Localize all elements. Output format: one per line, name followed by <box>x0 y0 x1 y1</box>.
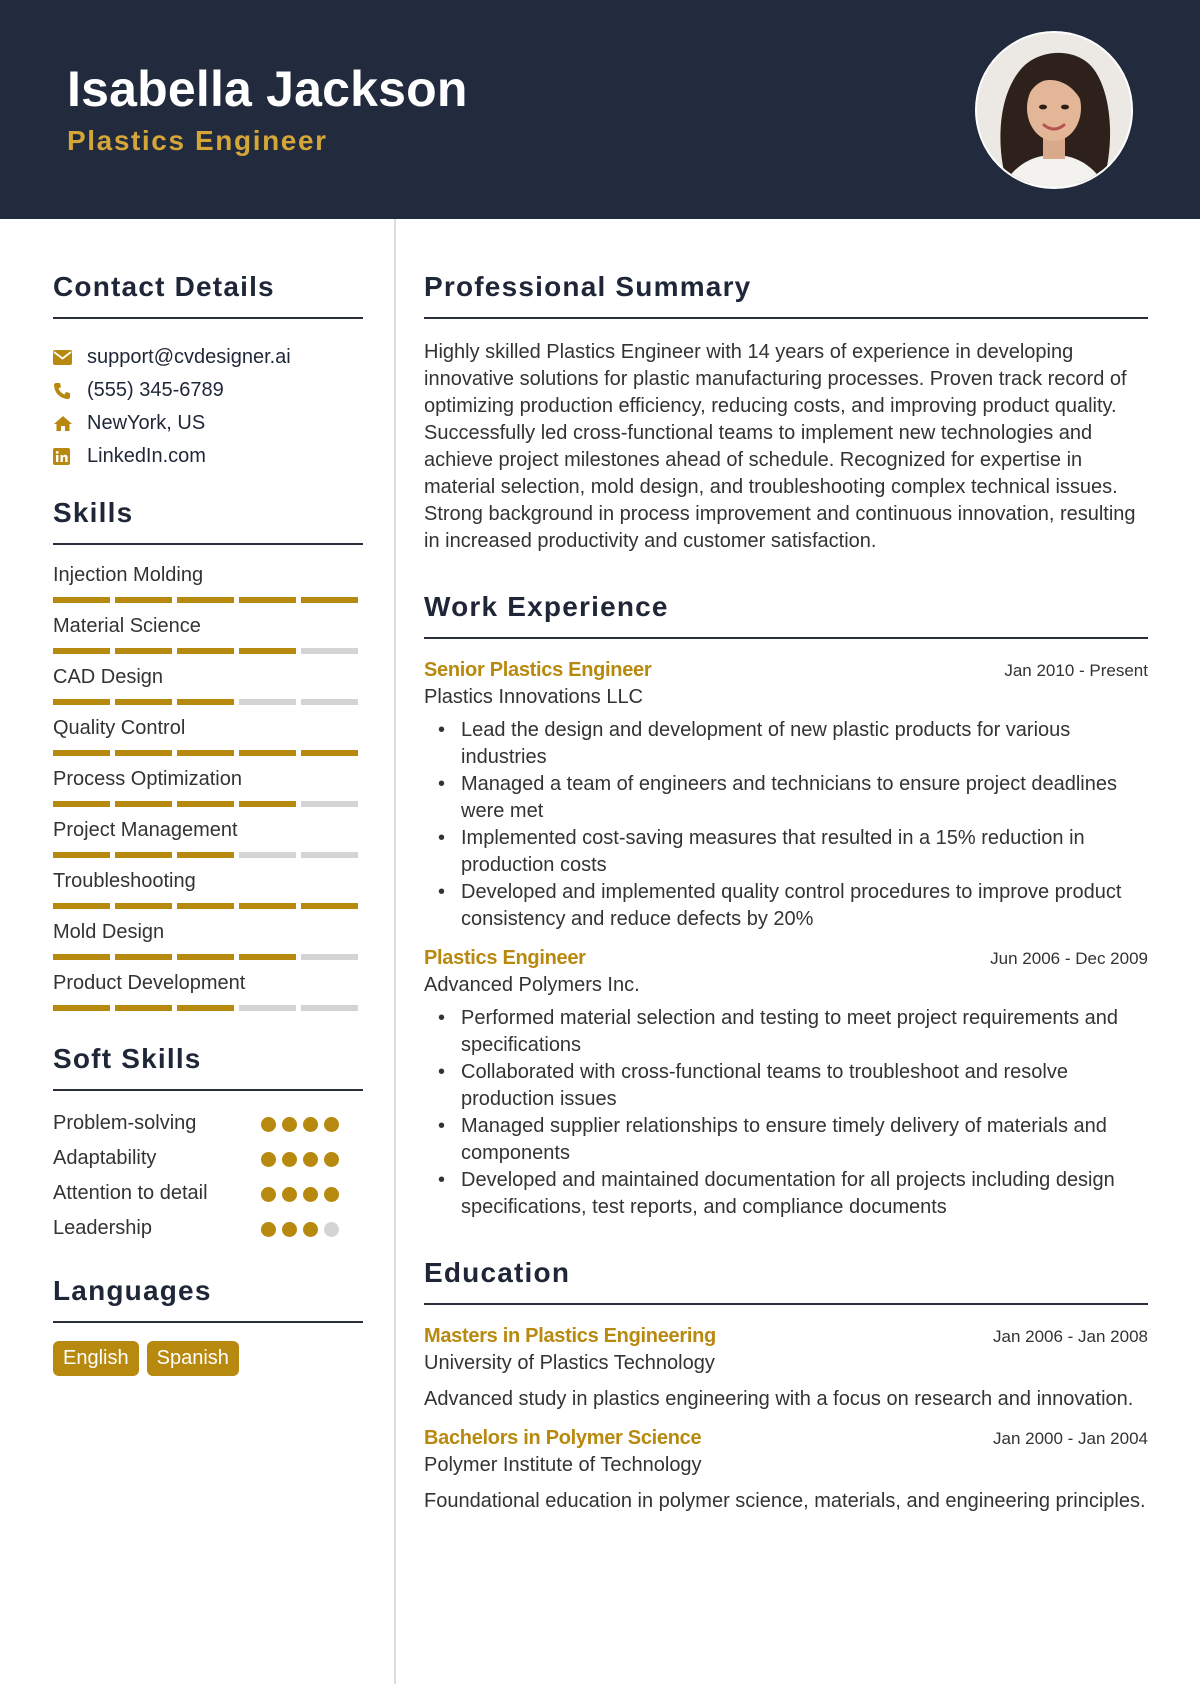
skill-level-segment <box>301 750 358 756</box>
job-entry <box>424 659 1148 933</box>
skill-level-segment <box>115 801 172 807</box>
skill-level-segment <box>115 954 172 960</box>
skill-level-segment <box>53 699 110 705</box>
skill-level-segment <box>301 801 358 807</box>
education-dates: Jan 2006 - Jan 2008 <box>992 1327 1148 1346</box>
section-rule <box>424 637 1148 639</box>
skill-item <box>53 661 363 705</box>
job-company: Plastics Innovations LLC <box>424 686 644 708</box>
education-section <box>424 1257 1148 1515</box>
skill-level-segment <box>115 597 172 603</box>
job-bullets <box>424 1005 1148 1221</box>
skill-level-segment <box>115 1005 172 1011</box>
skill-item <box>53 610 363 654</box>
contact-phone-text: (555) 345-6789 <box>87 379 224 401</box>
degree-title: Masters in Plastics Engineering <box>424 1325 716 1347</box>
soft-skill-label: Leadership <box>53 1217 152 1239</box>
soft-skill-rating <box>261 1187 339 1202</box>
skill-label: Injection Molding <box>53 564 204 586</box>
rating-dot <box>303 1187 318 1202</box>
job-bullet: • Lead the design and development of new plastic products for various industries <box>436 717 1148 771</box>
school-name: Polymer Institute of Technology <box>424 1454 702 1476</box>
soft-skill-item <box>53 1111 363 1146</box>
skill-level-segment <box>301 597 358 603</box>
skill-label: Mold Design <box>53 921 165 943</box>
rating-dot <box>303 1117 318 1132</box>
soft-skills-list <box>53 1111 363 1251</box>
rating-dot <box>261 1152 276 1167</box>
job-title: Senior Plastics Engineer <box>424 659 652 681</box>
skill-label: Quality Control <box>53 717 186 739</box>
school-name: University of Plastics Technology <box>424 1352 715 1374</box>
soft-skill-item <box>53 1146 363 1181</box>
job-dates: Jan 2010 - Present <box>1004 661 1148 680</box>
column-divider <box>394 219 396 1684</box>
skills-heading: Skills <box>53 497 134 528</box>
education-heading: Education <box>424 1257 571 1288</box>
skill-level-segment <box>239 903 296 909</box>
contact-email[interactable] <box>53 341 363 374</box>
section-rule <box>53 1321 363 1323</box>
job-bullets <box>424 717 1148 933</box>
rating-dot <box>324 1222 339 1237</box>
language-tags <box>53 1341 363 1376</box>
skill-level-segment <box>239 852 296 858</box>
section-rule <box>53 543 363 545</box>
skill-level-segment <box>239 597 296 603</box>
rating-dot <box>261 1222 276 1237</box>
job-bullet: • Developed and maintained documentation for all projects including design specifications, test reports, and compliance documents <box>436 1167 1148 1221</box>
experience-heading: Work Experience <box>424 591 669 622</box>
job-bullet: • Collaborated with cross-functional teams to troubleshoot and resolve production issues <box>436 1059 1148 1113</box>
soft-skill-label: Problem-solving <box>53 1112 197 1134</box>
education-description: Foundational education in polymer science, materials, and engineering principles. <box>424 1490 1146 1512</box>
skill-level-segment <box>301 699 358 705</box>
contact-location-text: NewYork, US <box>87 412 206 434</box>
skill-item <box>53 916 363 960</box>
skill-level-segment <box>239 750 296 756</box>
soft-skill-rating <box>261 1117 339 1132</box>
skills-section <box>53 497 363 1011</box>
job-bullet: • Performed material selection and testing to meet project requirements and specifications <box>436 1005 1148 1059</box>
envelope-icon <box>53 350 87 365</box>
skill-label: Product Development <box>53 972 246 994</box>
skills-list <box>53 559 363 1011</box>
rating-dot <box>261 1187 276 1202</box>
skill-level-segment <box>177 648 234 654</box>
avatar <box>975 31 1133 189</box>
skill-level-segment <box>239 648 296 654</box>
skill-label: Project Management <box>53 819 238 841</box>
skill-level-bar <box>53 903 363 909</box>
right-column <box>424 219 1148 1515</box>
rating-dot <box>303 1152 318 1167</box>
skill-level-segment <box>115 750 172 756</box>
skill-level-segment <box>239 801 296 807</box>
portrait-image <box>977 33 1131 187</box>
contact-section <box>53 271 363 473</box>
job-bullet: • Implemented cost-saving measures that resulted in a 15% reduction in production costs <box>436 825 1148 879</box>
skill-label: Troubleshooting <box>53 870 196 892</box>
job-entry <box>424 947 1148 1221</box>
skill-level-bar <box>53 750 363 756</box>
languages-heading: Languages <box>53 1275 212 1306</box>
section-rule <box>53 317 363 319</box>
degree-title: Bachelors in Polymer Science <box>424 1427 702 1449</box>
home-icon <box>53 415 87 432</box>
soft-skills-section <box>53 1043 363 1251</box>
rating-dot <box>282 1222 297 1237</box>
skill-level-segment <box>53 648 110 654</box>
skill-label: CAD Design <box>53 666 164 688</box>
skill-level-segment <box>239 954 296 960</box>
skill-level-segment <box>177 699 234 705</box>
skill-level-segment <box>177 597 234 603</box>
summary-heading: Professional Summary <box>424 271 752 302</box>
skill-level-segment <box>53 750 110 756</box>
rating-dot <box>324 1117 339 1132</box>
skill-item <box>53 559 363 603</box>
rating-dot <box>303 1222 318 1237</box>
candidate-name: Isabella Jackson <box>67 61 468 117</box>
education-entry <box>424 1325 1148 1413</box>
job-bullet: • Developed and implemented quality control procedures to improve product consistency and reduce defects by 20% <box>436 879 1148 933</box>
phone-icon <box>53 382 87 400</box>
job-bullet: • Managed a team of engineers and technicians to ensure project deadlines were met <box>436 771 1148 825</box>
experience-section <box>424 591 1148 1221</box>
skill-level-segment <box>115 852 172 858</box>
skill-level-segment <box>53 1005 110 1011</box>
education-entry <box>424 1427 1148 1515</box>
soft-skills-heading: Soft Skills <box>53 1043 202 1074</box>
skill-level-bar <box>53 648 363 654</box>
skill-level-segment <box>53 852 110 858</box>
rating-dot <box>324 1152 339 1167</box>
rating-dot <box>282 1117 297 1132</box>
rating-dot <box>324 1187 339 1202</box>
skill-level-bar <box>53 699 363 705</box>
job-bullet: • Managed supplier relationships to ensure timely delivery of materials and components <box>436 1113 1148 1167</box>
soft-skill-label: Adaptability <box>53 1147 157 1169</box>
skill-level-segment <box>53 954 110 960</box>
skill-level-bar <box>53 1005 363 1011</box>
job-company: Advanced Polymers Inc. <box>424 974 640 996</box>
contact-phone[interactable] <box>53 374 363 407</box>
language-tag: Spanish <box>147 1341 239 1376</box>
linkedin-icon <box>53 448 87 465</box>
left-column <box>53 219 363 1376</box>
skill-level-segment <box>177 750 234 756</box>
skill-level-segment <box>115 903 172 909</box>
soft-skill-rating <box>261 1222 339 1237</box>
skill-item <box>53 712 363 756</box>
education-description: Advanced study in plastics engineering with a focus on research and innovation. <box>424 1388 1134 1410</box>
skill-level-bar <box>53 801 363 807</box>
contact-location <box>53 407 363 440</box>
skill-level-segment <box>177 1005 234 1011</box>
contact-linkedin[interactable] <box>53 440 363 473</box>
soft-skill-item <box>53 1181 363 1216</box>
section-rule <box>424 1303 1148 1305</box>
skill-level-bar <box>53 852 363 858</box>
section-rule <box>424 317 1148 319</box>
skill-level-segment <box>53 903 110 909</box>
resume-header <box>0 0 1200 219</box>
summary-section <box>424 271 1148 555</box>
skill-level-segment <box>115 699 172 705</box>
skill-level-segment <box>239 699 296 705</box>
skill-level-segment <box>115 648 172 654</box>
skill-level-segment <box>177 801 234 807</box>
skill-level-segment <box>301 903 358 909</box>
rating-dot <box>261 1117 276 1132</box>
skill-item <box>53 865 363 909</box>
contact-heading: Contact Details <box>53 271 275 302</box>
skill-item <box>53 967 363 1011</box>
skill-label: Process Optimization <box>53 768 242 790</box>
skill-level-segment <box>301 648 358 654</box>
skill-level-segment <box>301 1005 358 1011</box>
languages-section <box>53 1275 363 1376</box>
candidate-title: Plastics Engineer <box>67 125 328 156</box>
skill-item <box>53 814 363 858</box>
soft-skill-item <box>53 1216 363 1251</box>
skill-item <box>53 763 363 807</box>
skill-level-segment <box>53 597 110 603</box>
skill-level-bar <box>53 954 363 960</box>
skill-level-segment <box>177 852 234 858</box>
summary-text: Highly skilled Plastics Engineer with 14 years of experience in developing innovative solutions for plastic manufacturing processes. Proven track record of optimizing production efficiency, reducing costs, and improving product quality. Successfully led cross-functional teams to implement new technologies and achieve project milestones ahead of schedule. Recognized for expertise in material selection, mold design, and troubleshooting complex technical issues. Strong background in process improvement and continuous innovation, resulting in increased productivity and customer satisfaction. <box>424 341 1136 552</box>
rating-dot <box>282 1187 297 1202</box>
skill-level-bar <box>53 597 363 603</box>
rating-dot <box>282 1152 297 1167</box>
skill-level-segment <box>177 954 234 960</box>
skill-level-segment <box>301 954 358 960</box>
skill-level-segment <box>301 852 358 858</box>
skill-level-segment <box>53 801 110 807</box>
skill-level-segment <box>177 903 234 909</box>
contact-linkedin-text: LinkedIn.com <box>87 445 206 467</box>
section-rule <box>53 1089 363 1091</box>
skill-level-segment <box>239 1005 296 1011</box>
skill-label: Material Science <box>53 615 201 637</box>
soft-skill-rating <box>261 1152 339 1167</box>
job-dates: Jun 2006 - Dec 2009 <box>990 949 1148 968</box>
education-dates: Jan 2000 - Jan 2004 <box>992 1429 1148 1448</box>
language-tag: English <box>53 1341 139 1376</box>
soft-skill-label: Attention to detail <box>53 1182 208 1204</box>
job-title: Plastics Engineer <box>424 947 586 969</box>
contact-email-text: support@cvdesigner.ai <box>87 346 291 368</box>
